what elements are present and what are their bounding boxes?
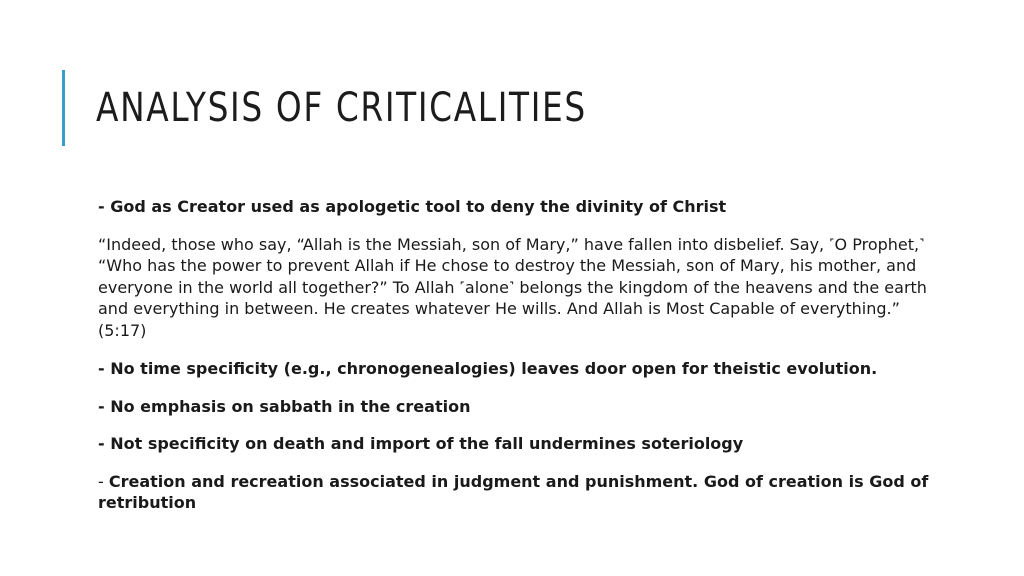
point-4 [98,433,948,455]
quran-quote: “Indeed, those who say, “Allah is the Messiah, son of Mary,” have fallen into disbelief. Say, ˹O Prophet,˺ “Who has the power to prevent Allah if He chose to destroy the Messiah, son of Mary, his mother, and everyone in the world all together?” To Allah ˹alone˺ belongs the kingdom of the heavens and the earth and everything in between. He creates whatever He wills. And Allah is Most Capable of everything.” (5:17) [98,234,927,340]
point-5 [98,471,948,514]
point-3-prefix: - [98,396,111,416]
slide-body [98,196,948,530]
point-2-text: No time specificity (e.g., chronogenealogies) leaves door open for theistic evolution. [110,359,878,378]
point-2-prefix: - [98,359,111,378]
point-3-text: No emphasis on sabbath in the creation [110,396,471,416]
point-2 [98,358,948,380]
point-5-text: Creation and recreation associated in judgment and punishment. God of creation is God of retribution [98,471,929,512]
point-4-prefix: - [98,434,111,453]
slide-title: ANALYSIS OF CRITICALITIES [96,85,587,131]
point-1-text: God as Creator used as apologetic tool to deny the divinity of Christ [110,197,727,216]
point-5-prefix: - [98,471,109,491]
point-1 [98,196,948,218]
point-4-text: Not specificity on death and import of the fall undermines soteriology [110,434,744,453]
point-1-prefix: - [98,197,111,216]
point-3 [98,396,948,418]
title-accent-bar [62,70,65,146]
